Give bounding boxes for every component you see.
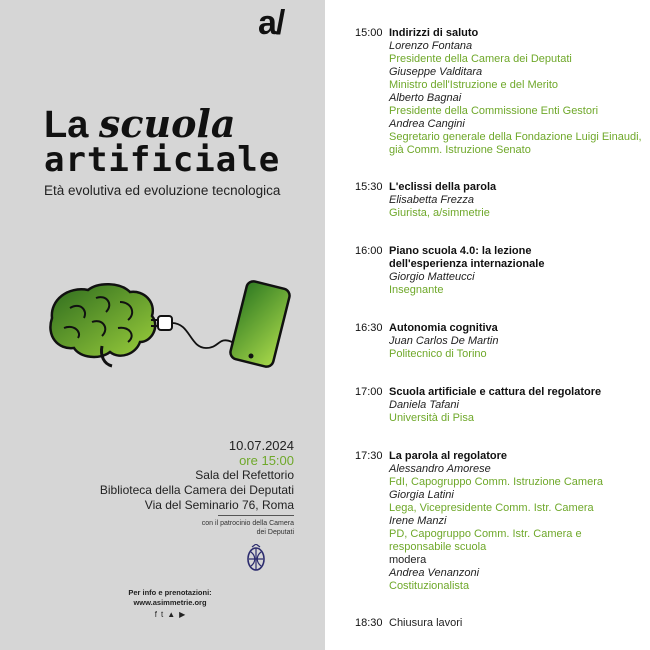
info-label: Per info e prenotazioni: (128, 588, 212, 597)
slot-body (389, 386, 645, 425)
speaker-name: Andrea Cangini (389, 118, 465, 130)
slot-body (389, 27, 645, 157)
brain-icon (50, 284, 155, 366)
speaker-name: Daniela Tafani (389, 399, 459, 411)
event-info (100, 438, 294, 513)
title-artificiale: artificiale (44, 140, 281, 180)
speaker-role: PD, Capogruppo Comm. Istr. Camera e responsabile scuola (389, 528, 582, 553)
slot-time: 15:00 (355, 27, 383, 39)
agenda-slot (355, 386, 645, 425)
brain-phone-illustration (40, 276, 300, 376)
speaker-name: Alessandro Amorese (389, 463, 491, 475)
facebook-icon[interactable]: f (154, 610, 157, 619)
slot-title: Autonomia cognitiva (389, 322, 498, 334)
agenda-slot (355, 322, 645, 361)
info-block (120, 588, 220, 608)
youtube-icon[interactable]: ▶ (179, 610, 186, 619)
speaker-name: Giorgio Matteucci (389, 271, 475, 283)
slot-time: 15:30 (355, 181, 383, 193)
agenda-slot (355, 181, 645, 220)
slot-title: Piano scuola 4.0: la lezione dell'esperienza internazionale (389, 245, 545, 270)
twitter-icon[interactable]: t (160, 610, 164, 619)
speaker-role: Lega, Vicepresidente Comm. Istr. Camera (389, 502, 594, 514)
patronage-text: con il patrocinio della Camera dei Deputati (201, 520, 294, 536)
slot-body (389, 617, 645, 630)
moderator-role: Costituzionalista (389, 580, 470, 592)
speaker-role: Università di Pisa (389, 412, 474, 424)
plug-icon (151, 316, 232, 348)
event-address: Via del Seminario 76, Roma (144, 498, 294, 512)
agenda-slot (355, 617, 645, 630)
slot-time: 16:00 (355, 245, 383, 257)
event-date: 10.07.2024 (228, 438, 294, 453)
slot-title: Chiusura lavori (389, 617, 463, 629)
speaker-name: Elisabetta Frezza (389, 194, 474, 206)
speaker-name: Juan Carlos De Martin (389, 335, 499, 347)
speaker-role: FdI, Capogruppo Comm. Istruzione Camera (389, 476, 603, 488)
agenda-slot (355, 245, 645, 297)
title-line-1 (44, 101, 236, 146)
event-hour: ore 15:00 (239, 453, 294, 468)
speaker-name: Alberto Bagnai (389, 92, 462, 104)
slot-title: L'eclissi della parola (389, 181, 497, 193)
speaker-role: Ministro dell'Istruzione e del Merito (389, 79, 559, 91)
speaker-name: Giorgia Latini (389, 489, 454, 501)
title-scuola: scuola (98, 101, 236, 146)
subtitle: Età evolutiva ed evoluzione tecnologica (44, 183, 281, 198)
divider (218, 515, 294, 516)
title-la: La (44, 104, 89, 146)
speaker-role: Giurista, a/simmetrie (389, 207, 490, 219)
slot-time: 16:30 (355, 322, 383, 334)
speaker-role: Segretario generale della Fondazione Luigi Einaudi, già Comm. Istruzione Senato (389, 131, 642, 156)
slot-title: Indirizzi di saluto (389, 27, 479, 39)
agenda-slot (355, 27, 645, 157)
slot-body (389, 322, 645, 361)
asimmetrie-logo[interactable]: a/ (258, 4, 285, 42)
moderator-name: Andrea Venanzoni (389, 567, 480, 579)
slot-time: 18:30 (355, 617, 383, 629)
speaker-role: Politecnico di Torino (389, 348, 487, 360)
speaker-name: Giuseppe Valditara (389, 66, 483, 78)
slot-body (389, 245, 645, 297)
slot-title: La parola al regolatore (389, 450, 507, 462)
smartphone-icon (229, 280, 291, 368)
speaker-role: Presidente della Camera dei Deputati (389, 53, 572, 65)
slot-body (389, 181, 645, 220)
agenda (355, 27, 645, 630)
moderator-label: modera (389, 554, 427, 566)
slot-body (389, 450, 645, 593)
speaker-role: Insegnante (389, 284, 444, 296)
event-building: Biblioteca della Camera dei Deputati (99, 483, 294, 497)
telegram-icon[interactable]: ▲ (167, 610, 176, 619)
speaker-role: Presidente della Commissione Enti Gestori (389, 105, 599, 117)
social-icons (145, 610, 195, 619)
slot-time: 17:00 (355, 386, 383, 398)
info-site[interactable]: www.asimmetrie.org (133, 598, 207, 607)
agenda-slot (355, 450, 645, 593)
event-venue: Sala del Refettorio (195, 468, 294, 482)
slot-title: Scuola artificiale e cattura del regolatore (389, 386, 602, 398)
camera-seal-icon (245, 544, 267, 572)
speaker-name: Lorenzo Fontana (389, 40, 473, 52)
slot-time: 17:30 (355, 450, 383, 462)
speaker-name: Irene Manzi (389, 515, 447, 527)
